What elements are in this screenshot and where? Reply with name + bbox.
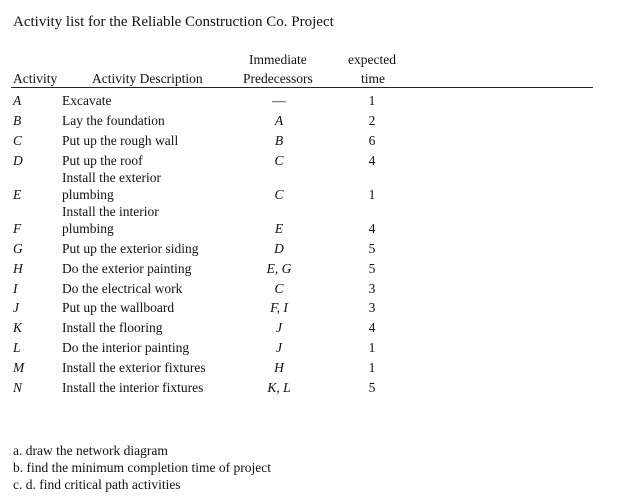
activity-description: Lay the foundation xyxy=(62,113,165,128)
activity-description: Excavate xyxy=(62,93,112,108)
activity-id: L xyxy=(13,340,21,355)
header-time: time xyxy=(361,71,385,86)
activity-id: F xyxy=(13,221,22,236)
activity-id: A xyxy=(13,93,22,108)
activity-description: Install the exterior fixtures xyxy=(62,360,206,375)
expected-time: 5 xyxy=(368,261,376,276)
expected-time: 5 xyxy=(368,380,376,395)
immediate-predecessors: B xyxy=(274,133,284,148)
header-predecessors: Predecessors xyxy=(243,71,313,86)
expected-time: 3 xyxy=(368,281,376,296)
activity-id: I xyxy=(13,281,18,296)
expected-time: 2 xyxy=(368,113,376,128)
expected-time: 1 xyxy=(368,93,376,108)
question-a: a. draw the network diagram xyxy=(13,443,168,458)
header-activity: Activity xyxy=(13,71,58,86)
immediate-predecessors: F, I xyxy=(270,300,288,315)
activity-id: C xyxy=(13,133,23,148)
immediate-predecessors: C xyxy=(274,281,284,296)
expected-time: 4 xyxy=(368,153,376,168)
immediate-predecessors: E, G xyxy=(266,261,292,276)
activity-description: Put up the roof xyxy=(62,153,143,168)
expected-time: 6 xyxy=(368,133,376,148)
question-c: c. d. find critical path activities xyxy=(13,477,181,492)
header-description: Activity Description xyxy=(92,71,203,86)
activity-description: Do the exterior painting xyxy=(62,261,192,276)
expected-time: 4 xyxy=(368,221,376,236)
immediate-predecessors: E xyxy=(274,221,284,236)
expected-time: 3 xyxy=(368,300,376,315)
activity-id: M xyxy=(13,360,25,375)
activity-description: Install the interior fixtures xyxy=(62,380,204,395)
header-divider xyxy=(11,87,593,88)
immediate-predecessors: D xyxy=(274,241,284,256)
immediate-predecessors: J xyxy=(276,340,282,355)
page-title: Activity list for the Reliable Construction Co. Project xyxy=(13,14,334,30)
activity-description: Put up the rough wall xyxy=(62,133,179,148)
activity-id: E xyxy=(13,187,22,202)
expected-time: 1 xyxy=(368,340,376,355)
immediate-predecessors: A xyxy=(274,113,284,128)
immediate-predecessors: C xyxy=(274,153,284,168)
activity-description: Put up the exterior siding xyxy=(62,241,199,256)
header-immediate: Immediate xyxy=(249,52,307,67)
question-b: b. find the minimum completion time of project xyxy=(13,460,271,475)
immediate-predecessors: H xyxy=(274,360,284,375)
immediate-predecessors: K, L xyxy=(267,380,291,395)
activity-id: N xyxy=(13,380,23,395)
activity-description: Do the electrical work xyxy=(62,281,183,296)
activity-id: G xyxy=(13,241,23,256)
activity-id: B xyxy=(13,113,22,128)
header-expected: expected xyxy=(348,52,396,67)
activity-description-cont: plumbing xyxy=(62,221,114,236)
immediate-predecessors: J xyxy=(276,320,282,335)
expected-time: 1 xyxy=(368,187,376,202)
expected-time: 4 xyxy=(368,320,376,335)
no-predecessor-dash: — xyxy=(272,93,286,108)
expected-time: 5 xyxy=(368,241,376,256)
activity-description: Install the interior xyxy=(62,204,159,219)
activity-id: J xyxy=(13,300,19,315)
activity-description: Put up the wallboard xyxy=(62,300,175,315)
activity-description: Install the flooring xyxy=(62,320,163,335)
immediate-predecessors: C xyxy=(274,187,284,202)
activity-id: H xyxy=(13,261,23,276)
activity-description: Install the exterior xyxy=(62,170,161,185)
activity-description: Do the interior painting xyxy=(62,340,190,355)
expected-time: 1 xyxy=(368,360,376,375)
activity-id: D xyxy=(13,153,23,168)
activity-id: K xyxy=(13,320,23,335)
activity-description-cont: plumbing xyxy=(62,187,114,202)
